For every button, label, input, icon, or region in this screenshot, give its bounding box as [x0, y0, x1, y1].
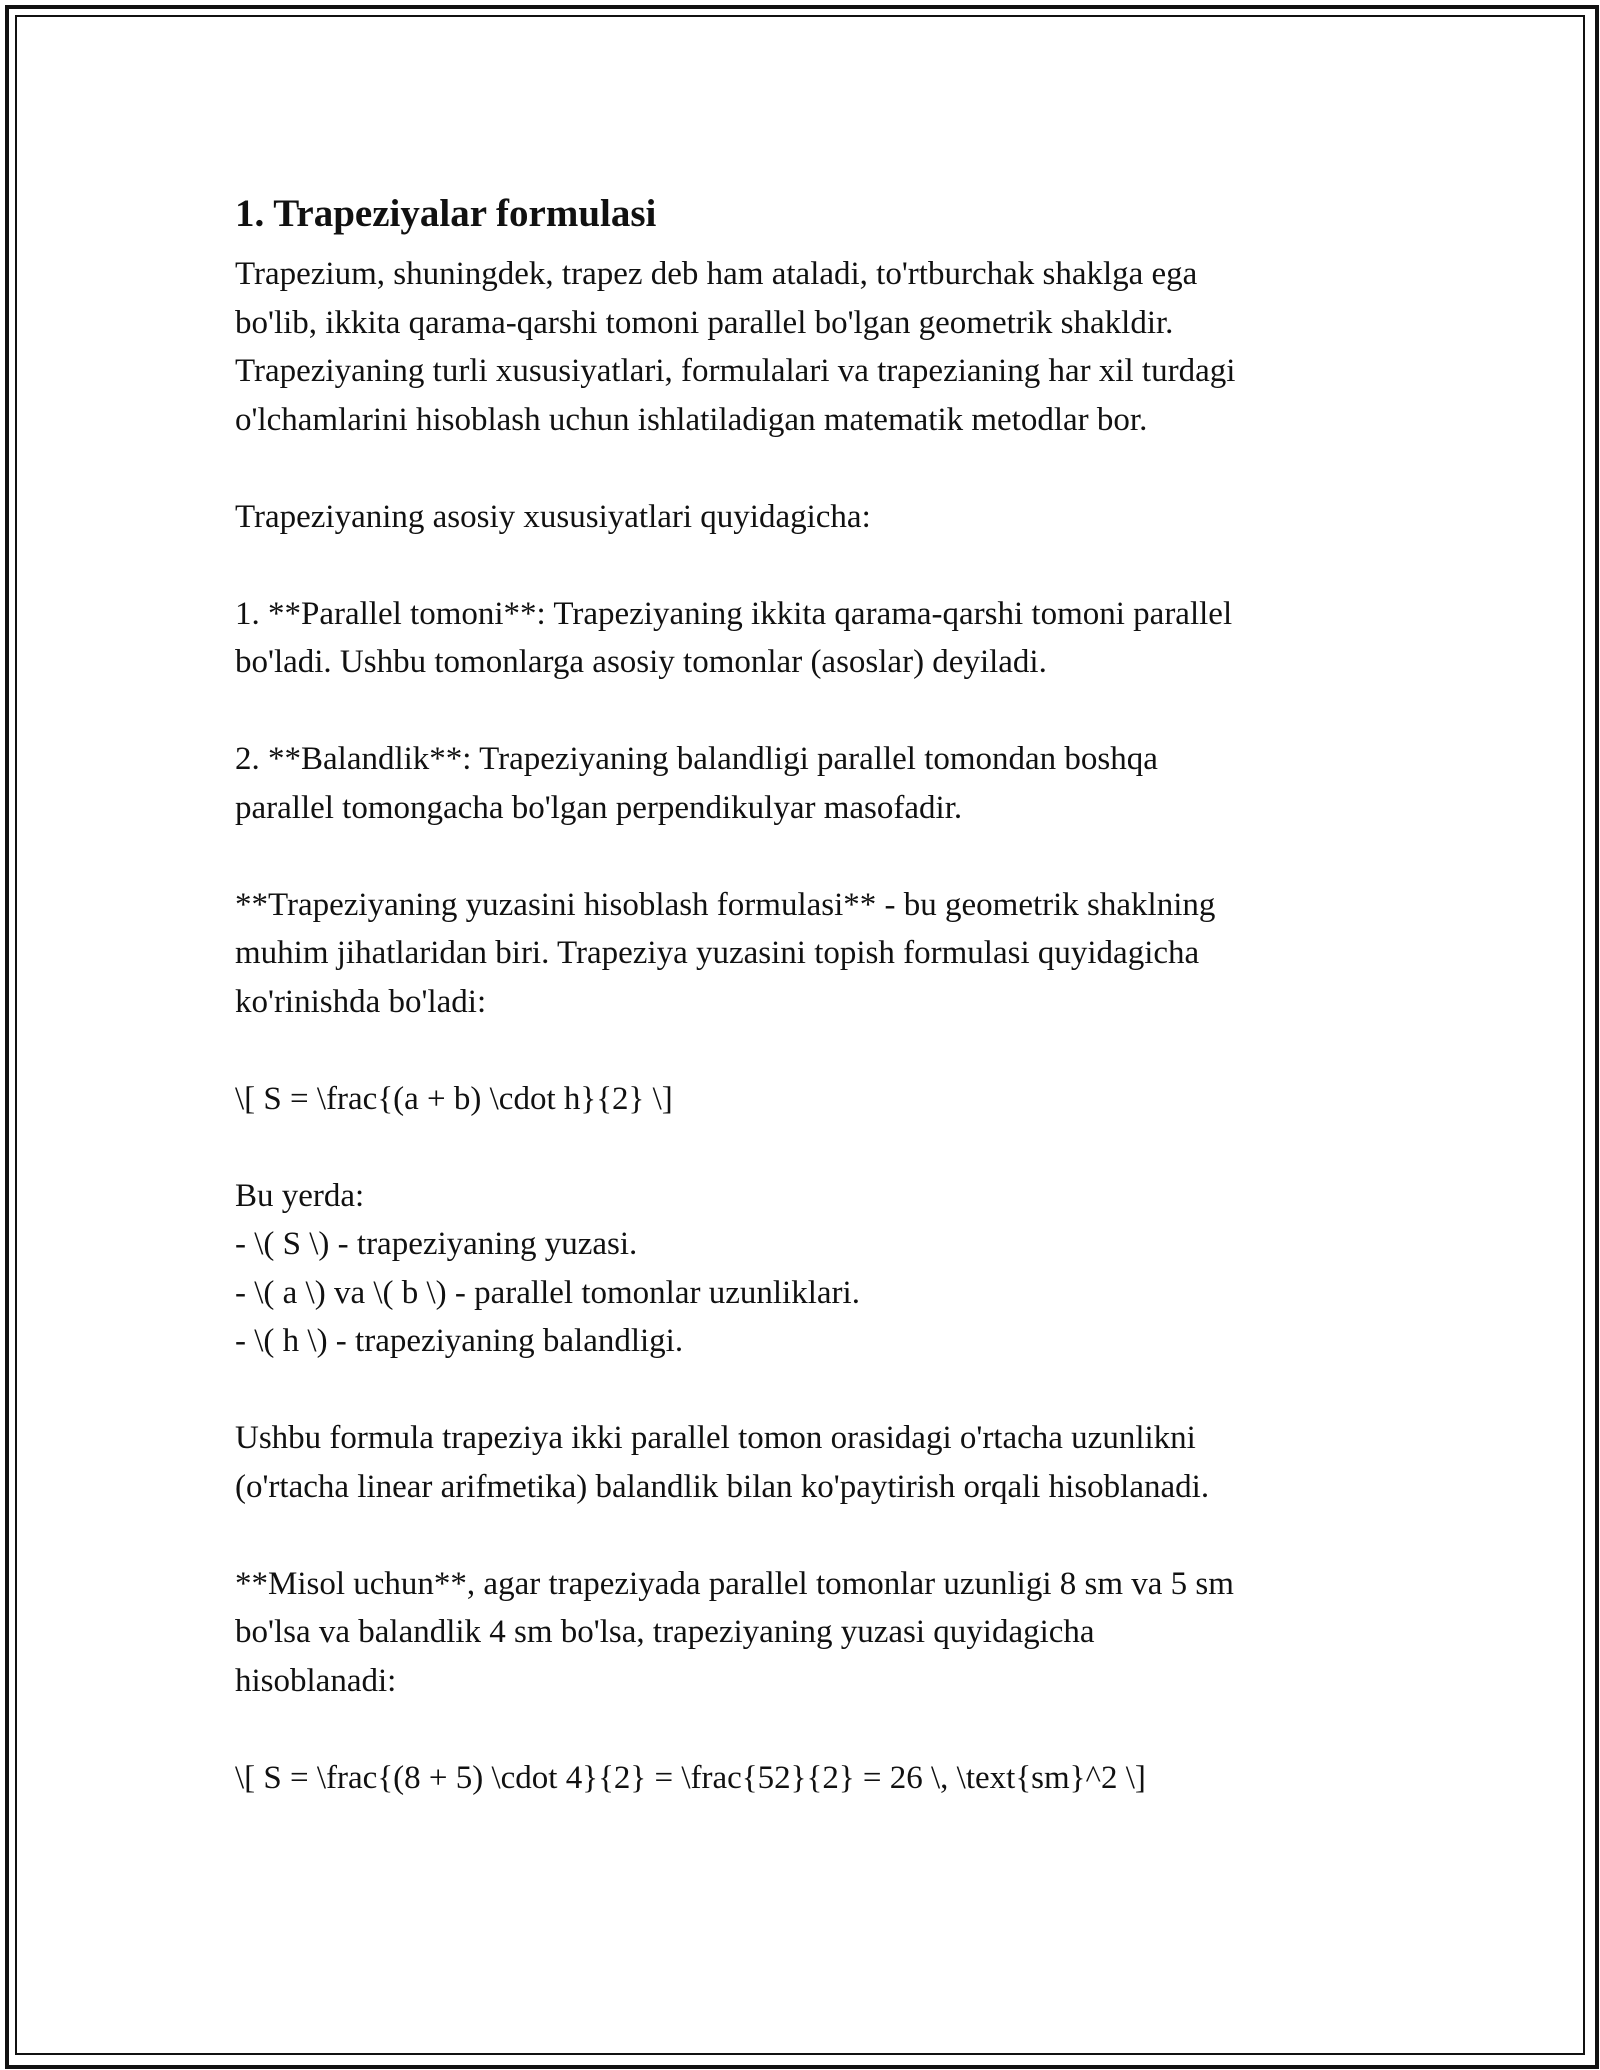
text-line: o'lchamlarini hisoblash uchun ishlatiladigan matematik metodlar bor. [235, 401, 1148, 438]
document-heading: 1. Trapeziyalar formulasi [235, 192, 657, 235]
area-formula [235, 1075, 1365, 1124]
text-line: bo'ladi. Ushbu tomonlarga asosiy tomonlar (asoslar) deyiladi. [235, 644, 1047, 680]
example-paragraph [235, 1560, 1365, 1706]
property-height [235, 735, 1365, 832]
text-line: Bu yerda: [235, 1177, 365, 1214]
formula-variables-list [235, 1172, 1365, 1366]
property-parallel-sides [235, 590, 1365, 687]
text-line: Trapeziyaning turli xususiyatlari, formulalari va trapezianing har xil turdagi [235, 353, 1236, 389]
text-line: Ushbu formula trapeziya ikki parallel tomon orasidagi o'rtacha uzunlikni [235, 1420, 1196, 1456]
text-line: Trapeziyaning asosiy xususiyatlari quyidagicha: [235, 498, 871, 535]
text-line: 1. **Parallel tomoni**: Trapeziyaning ikkita qarama-qarshi tomoni parallel [235, 595, 1233, 632]
text-line: 2. **Balandlik**: Trapeziyaning balandligi parallel tomondan boshqa [235, 741, 1158, 777]
list-item: - \( S \) - trapeziyaning yuzasi. [235, 1226, 638, 1262]
text-line: parallel tomongacha bo'lgan perpendikulyar masofadir. [235, 789, 963, 826]
document-body [235, 188, 1365, 1851]
text-line: **Trapeziyaning yuzasini hisoblash formulasi** - bu geometrik shaklning [235, 886, 1216, 923]
list-item: - \( a \) va \( b \) - parallel tomonlar uzunliklari. [235, 1274, 860, 1311]
text-line: (o'rtacha linear arifmetika) balandlik bilan ko'paytirish orqali hisoblanadi. [235, 1468, 1210, 1505]
text-line: bo'lsa va balandlik 4 sm bo'lsa, trapeziyaning yuzasi quyidagicha [235, 1614, 1095, 1650]
list-item: - \( h \) - trapeziyaning balandligi. [235, 1323, 684, 1359]
text-line: **Misol uchun**, agar trapeziyada parallel tomonlar uzunligi 8 sm va 5 sm [235, 1565, 1234, 1602]
intro-paragraph [235, 250, 1365, 444]
text-line: bo'lib, ikkita qarama-qarshi tomoni parallel bo'lgan geometrik shakldir. [235, 304, 1174, 341]
formula-line: \[ S = \frac{(8 + 5) \cdot 4}{2} = \frac{52}{2} = 26 \, \text{sm}^2 \] [235, 1759, 1146, 1796]
text-line: ko'rinishda bo'ladi: [235, 983, 487, 1020]
properties-intro-paragraph [235, 493, 1365, 542]
example-formula [235, 1754, 1365, 1803]
formula-line: \[ S = \frac{(a + b) \cdot h}{2} \] [235, 1080, 673, 1117]
formula-explanation [235, 1414, 1365, 1511]
area-formula-intro [235, 881, 1365, 1027]
text-line: muhim jihatlaridan biri. Trapeziya yuzasini topish formulasi quyidagicha [235, 935, 1200, 971]
text-line: Trapezium, shuningdek, trapez deb ham ataladi, to'rtburchak shaklga ega [235, 256, 1198, 292]
text-line: hisoblanadi: [235, 1662, 397, 1699]
